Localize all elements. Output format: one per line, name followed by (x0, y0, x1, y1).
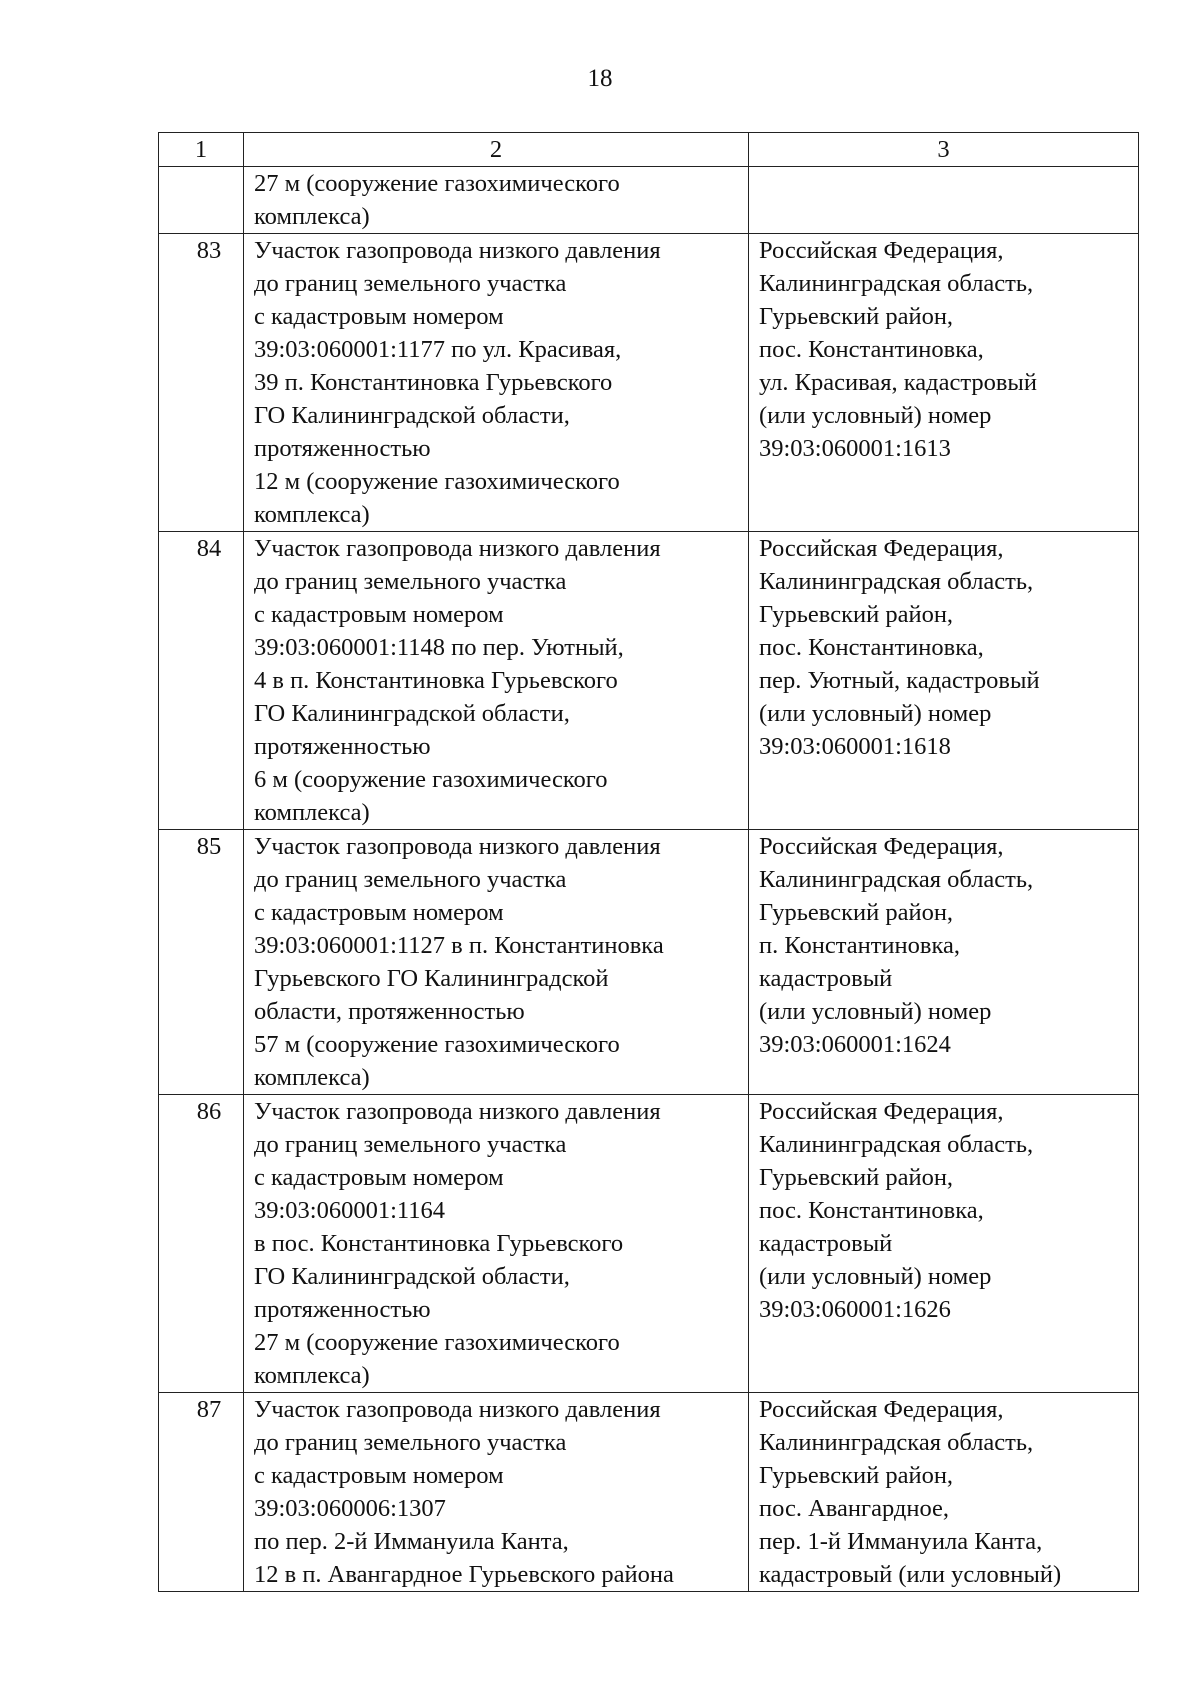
description-line: 12 в п. Авангардное Гурьевского района (254, 1561, 674, 1588)
row-number-cell (159, 167, 244, 234)
object-description-cell (244, 532, 749, 830)
address-line: Калининградская область, (759, 866, 1034, 893)
row-number-cell: 83 (159, 234, 244, 532)
address-line: Российская Федерация, (759, 1098, 1004, 1125)
address-line: Гурьевский район, (759, 303, 954, 330)
address-line: Российская Федерация, (759, 1396, 1004, 1423)
registry-table (158, 132, 1139, 1592)
address-line: 39:03:060001:1624 (759, 1031, 951, 1058)
address-line: пер. 1-й Иммануила Канта, (759, 1528, 1043, 1555)
table-row (159, 1393, 1139, 1592)
description-line: ГО Калининградской области, (254, 1263, 570, 1290)
row-number-cell: 86 (159, 1095, 244, 1393)
table-row (159, 830, 1139, 1095)
column-header-address: 3 (749, 133, 1139, 167)
table-row (159, 532, 1139, 830)
object-address-cell (749, 167, 1139, 234)
description-line: 4 в п. Константиновка Гурьевского (254, 667, 618, 694)
address-line: пос. Авангардное, (759, 1495, 949, 1522)
object-description-cell (244, 234, 749, 532)
description-line: с кадастровым номером (254, 1462, 504, 1489)
object-description-cell (244, 1095, 749, 1393)
address-line: п. Константиновка, (759, 932, 960, 959)
object-description-cell (244, 830, 749, 1095)
description-line: до границ земельного участка (254, 1131, 567, 1158)
description-line: Участок газопровода низкого давления (254, 1396, 661, 1423)
description-line: комплекса) (254, 1064, 370, 1091)
row-number-cell: 84 (159, 532, 244, 830)
description-line: 6 м (сооружение газохимического (254, 766, 608, 793)
address-line: Российская Федерация, (759, 833, 1004, 860)
address-line: Гурьевский район, (759, 1462, 954, 1489)
address-line: Калининградская область, (759, 1429, 1034, 1456)
description-line: 27 м (сооружение газохимического (254, 1329, 620, 1356)
description-line: комплекса) (254, 501, 370, 528)
description-line: комплекса) (254, 1362, 370, 1389)
description-line: Участок газопровода низкого давления (254, 833, 661, 860)
description-line: 39:03:060001:1127 в п. Константиновка (254, 932, 664, 959)
description-line: ГО Калининградской области, (254, 700, 570, 727)
address-line: (или условный) номер (759, 700, 992, 727)
table-row (159, 1095, 1139, 1393)
description-line: 39:03:060001:1164 (254, 1197, 446, 1224)
address-line: Гурьевский район, (759, 601, 954, 628)
address-line: Калининградская область, (759, 1131, 1034, 1158)
description-line: 39:03:060001:1177 по ул. Красивая, (254, 336, 622, 363)
row-number-cell: 85 (159, 830, 244, 1095)
description-line: в пос. Константиновка Гурьевского (254, 1230, 624, 1257)
address-line: 39:03:060001:1618 (759, 733, 951, 760)
address-line: Гурьевский район, (759, 1164, 954, 1191)
row-number-cell: 87 (159, 1393, 244, 1592)
address-line: Калининградская область, (759, 568, 1034, 595)
address-line: кадастровый (или условный) (759, 1561, 1062, 1588)
table-row (159, 167, 1139, 234)
address-line: 39:03:060001:1626 (759, 1296, 951, 1323)
description-line: с кадастровым номером (254, 601, 504, 628)
description-line: комплекса) (254, 799, 370, 826)
address-line: Калининградская область, (759, 270, 1034, 297)
object-description-cell (244, 167, 749, 234)
table-header-row (159, 133, 1139, 167)
object-address-cell (749, 830, 1139, 1095)
description-line: Участок газопровода низкого давления (254, 1098, 661, 1125)
description-line: 12 м (сооружение газохимического (254, 468, 620, 495)
object-address-cell (749, 234, 1139, 532)
address-line: пос. Константиновка, (759, 634, 984, 661)
address-line: пер. Уютный, кадастровый (759, 667, 1040, 694)
description-line: 39:03:060006:1307 (254, 1495, 446, 1522)
description-line: протяженностью (254, 435, 431, 462)
description-line: с кадастровым номером (254, 1164, 504, 1191)
description-line: Гурьевского ГО Калининградской (254, 965, 609, 992)
description-line: с кадастровым номером (254, 303, 504, 330)
address-line: пос. Константиновка, (759, 336, 984, 363)
address-line: кадастровый (759, 1230, 893, 1257)
description-line: 39:03:060001:1148 по пер. Уютный, (254, 634, 624, 661)
description-line: до границ земельного участка (254, 1429, 567, 1456)
object-address-cell (749, 1393, 1139, 1592)
address-line: Гурьевский район, (759, 899, 954, 926)
column-header-description: 2 (244, 133, 749, 167)
description-line: по пер. 2-й Иммануила Канта, (254, 1528, 569, 1555)
description-line: с кадастровым номером (254, 899, 504, 926)
table-body (159, 167, 1139, 1592)
address-line: кадастровый (759, 965, 893, 992)
description-line: комплекса) (254, 203, 370, 230)
address-line: (или условный) номер (759, 998, 992, 1025)
description-line: Участок газопровода низкого давления (254, 535, 661, 562)
column-header-number: 1 (159, 133, 244, 167)
description-line: протяженностью (254, 1296, 431, 1323)
address-line: (или условный) номер (759, 1263, 992, 1290)
object-address-cell (749, 1095, 1139, 1393)
object-address-cell (749, 532, 1139, 830)
description-line: 57 м (сооружение газохимического (254, 1031, 620, 1058)
description-line: протяженностью (254, 733, 431, 760)
description-line: до границ земельного участка (254, 568, 567, 595)
address-line: ул. Красивая, кадастровый (759, 369, 1038, 396)
table-row (159, 234, 1139, 532)
address-line: пос. Константиновка, (759, 1197, 984, 1224)
address-line: (или условный) номер (759, 402, 992, 429)
description-line: 27 м (сооружение газохимического (254, 170, 620, 197)
description-line: до границ земельного участка (254, 270, 567, 297)
object-description-cell (244, 1393, 749, 1592)
description-line: 39 п. Константиновка Гурьевского (254, 369, 613, 396)
page-number: 18 (587, 65, 613, 92)
description-line: ГО Калининградской области, (254, 402, 570, 429)
description-line: области, протяженностью (254, 998, 525, 1025)
description-line: Участок газопровода низкого давления (254, 237, 661, 264)
description-line: до границ земельного участка (254, 866, 567, 893)
address-line: Российская Федерация, (759, 535, 1004, 562)
address-line: 39:03:060001:1613 (759, 435, 951, 462)
address-line: Российская Федерация, (759, 237, 1004, 264)
